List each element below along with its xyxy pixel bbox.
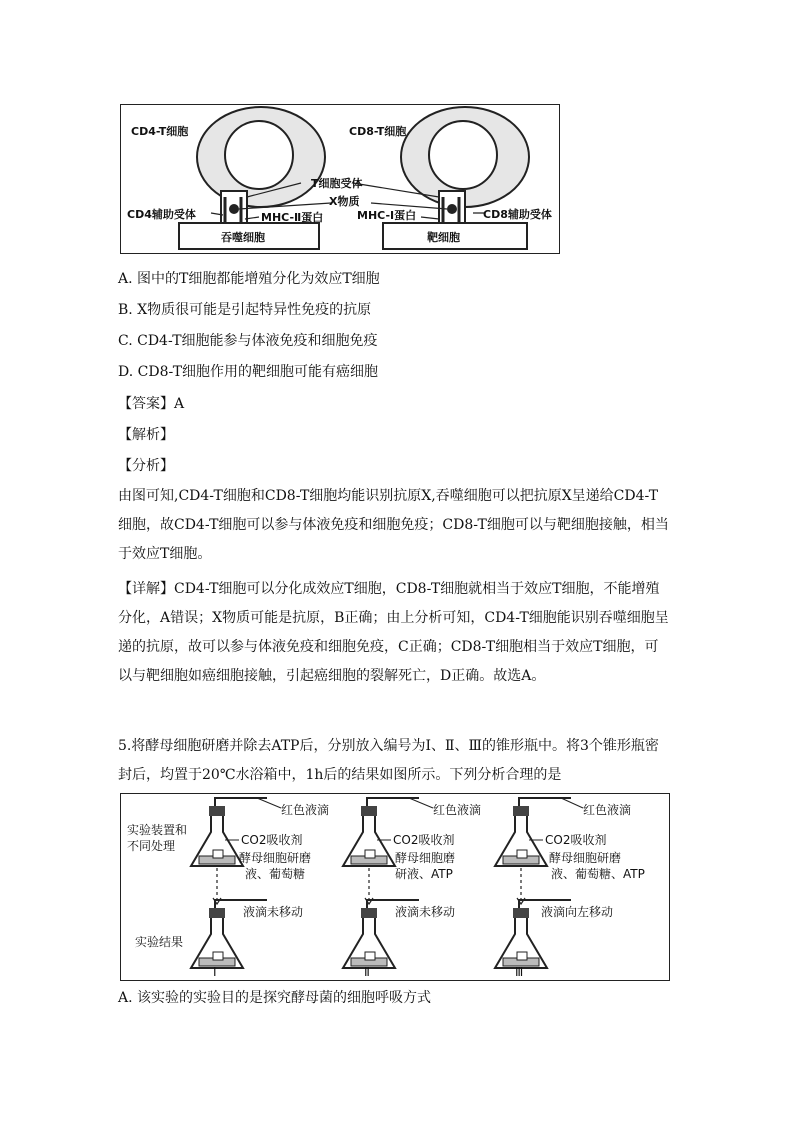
co2-absorbent-label-3: CO2吸收剂 [545,833,607,847]
red-drop-label-2: 红色液滴 [433,803,482,817]
option-b: B. X物质很可能是引起特异性免疫的抗原 [118,302,372,318]
analysis-paragraph [118,482,678,569]
phagocyte-label: 吞噬细胞 [221,231,265,244]
mhc1-label: MHC-Ⅰ蛋白 [357,209,417,222]
detail-line: 递的抗原，故可以参与体液免疫和细胞免疫，C正确；CD8-T细胞相当于效应T细胞，可 [118,639,659,655]
target-cell-label: 靶细胞 [427,231,460,244]
q5-stem-line: 5.将酵母细胞研磨并除去ATP后，分别放入编号为Ⅰ、Ⅱ、Ⅲ的锥形瓶中。将3个锥形瓶密 [118,738,659,754]
fenxi-label: 【分析】 [118,458,174,474]
t-cell-figure [120,104,560,254]
flask2-content-2: 研液、ATP [395,867,453,881]
flask-number-3: Ⅲ [515,965,524,979]
setup-label-1: 实验装置和 [127,823,188,837]
detail-line: 以与靶细胞如癌细胞接触，引起癌细胞的裂解死亡，D正确。故选A。 [118,668,546,684]
q5-option-a: A. 该实验的实验目的是探究酵母菌的细胞呼吸方式 [118,990,432,1006]
q5-stem-line: 封后，均置于20℃水浴箱中，1h后的结果如图所示。下列分析合理的是 [118,767,562,783]
detail-paragraph [118,575,678,691]
option-a: A. 图中的T细胞都能增殖分化为效应T细胞 [118,271,380,287]
co2-absorbent-label-2: CO2吸收剂 [393,833,455,847]
yeast-experiment-figure [120,793,670,981]
detail-line: 分化，A错误；X物质可能是抗原，B正确；由上分析可知，CD4-T细胞能识别吞噬细胞呈 [118,610,669,626]
t-cell-diagram [121,105,559,253]
analysis-line: 由图可知,CD4-T细胞和CD8-T细胞均能识别抗原X,吞噬细胞可以把抗原X呈递给CD4-T [118,488,659,504]
cd8-coreceptor-label: CD8辅助受体 [483,208,552,221]
result-3: 液滴向左移动 [541,905,614,919]
co2-absorbent-label-1: CO2吸收剂 [241,833,303,847]
cd8-cell-label: CD8-T细胞 [349,125,407,138]
result-2: 液滴未移动 [395,905,456,919]
x-substance-label: X物质 [329,195,360,208]
flask2-content-1: 酵母细胞磨 [395,851,456,865]
cd4-t-cell-drawing [197,107,325,207]
analysis-line: 于效应T细胞。 [118,546,212,562]
flask1-content-2: 液、葡萄糖 [245,867,306,881]
flask1-content-1: 酵母细胞研磨 [239,851,312,865]
result-1: 液滴未移动 [243,905,304,919]
flask-number-2: Ⅱ [364,965,370,979]
flask-number-1: Ⅰ [213,965,217,979]
jiexi-label: 【解析】 [118,427,174,443]
red-drop-label-1: 红色液滴 [281,803,330,817]
setup-label-2: 不同处理 [127,839,176,853]
red-drop-label-3: 红色液滴 [583,803,632,817]
flask-diagram [121,794,669,980]
cd4-coreceptor-label: CD4辅助受体 [127,208,196,221]
t-receptor-label: T细胞受体 [311,177,363,190]
q5-stem [118,732,678,790]
cd4-cell-label: CD4-T细胞 [131,125,189,138]
flask3-content-2: 液、葡萄糖、ATP [551,867,645,881]
result-label: 实验结果 [135,935,184,949]
detail-line: 【详解】CD4-T细胞可以分化成效应T细胞，CD8-T细胞就相当于效应T细胞，不能增殖 [118,581,660,597]
option-c: C. CD4-T细胞能参与体液免疫和细胞免疫 [118,333,378,349]
mhc2-label: MHC-Ⅱ蛋白 [261,211,324,224]
option-d: D. CD8-T细胞作用的靶细胞可能有癌细胞 [118,364,379,380]
answer-label: 【答案】A [118,396,185,412]
flask3-content-1: 酵母细胞研磨 [549,851,622,865]
analysis-line: 细胞，故CD4-T细胞可以参与体液免疫和细胞免疫；CD8-T细胞可以与靶细胞接触，相当 [118,517,669,533]
